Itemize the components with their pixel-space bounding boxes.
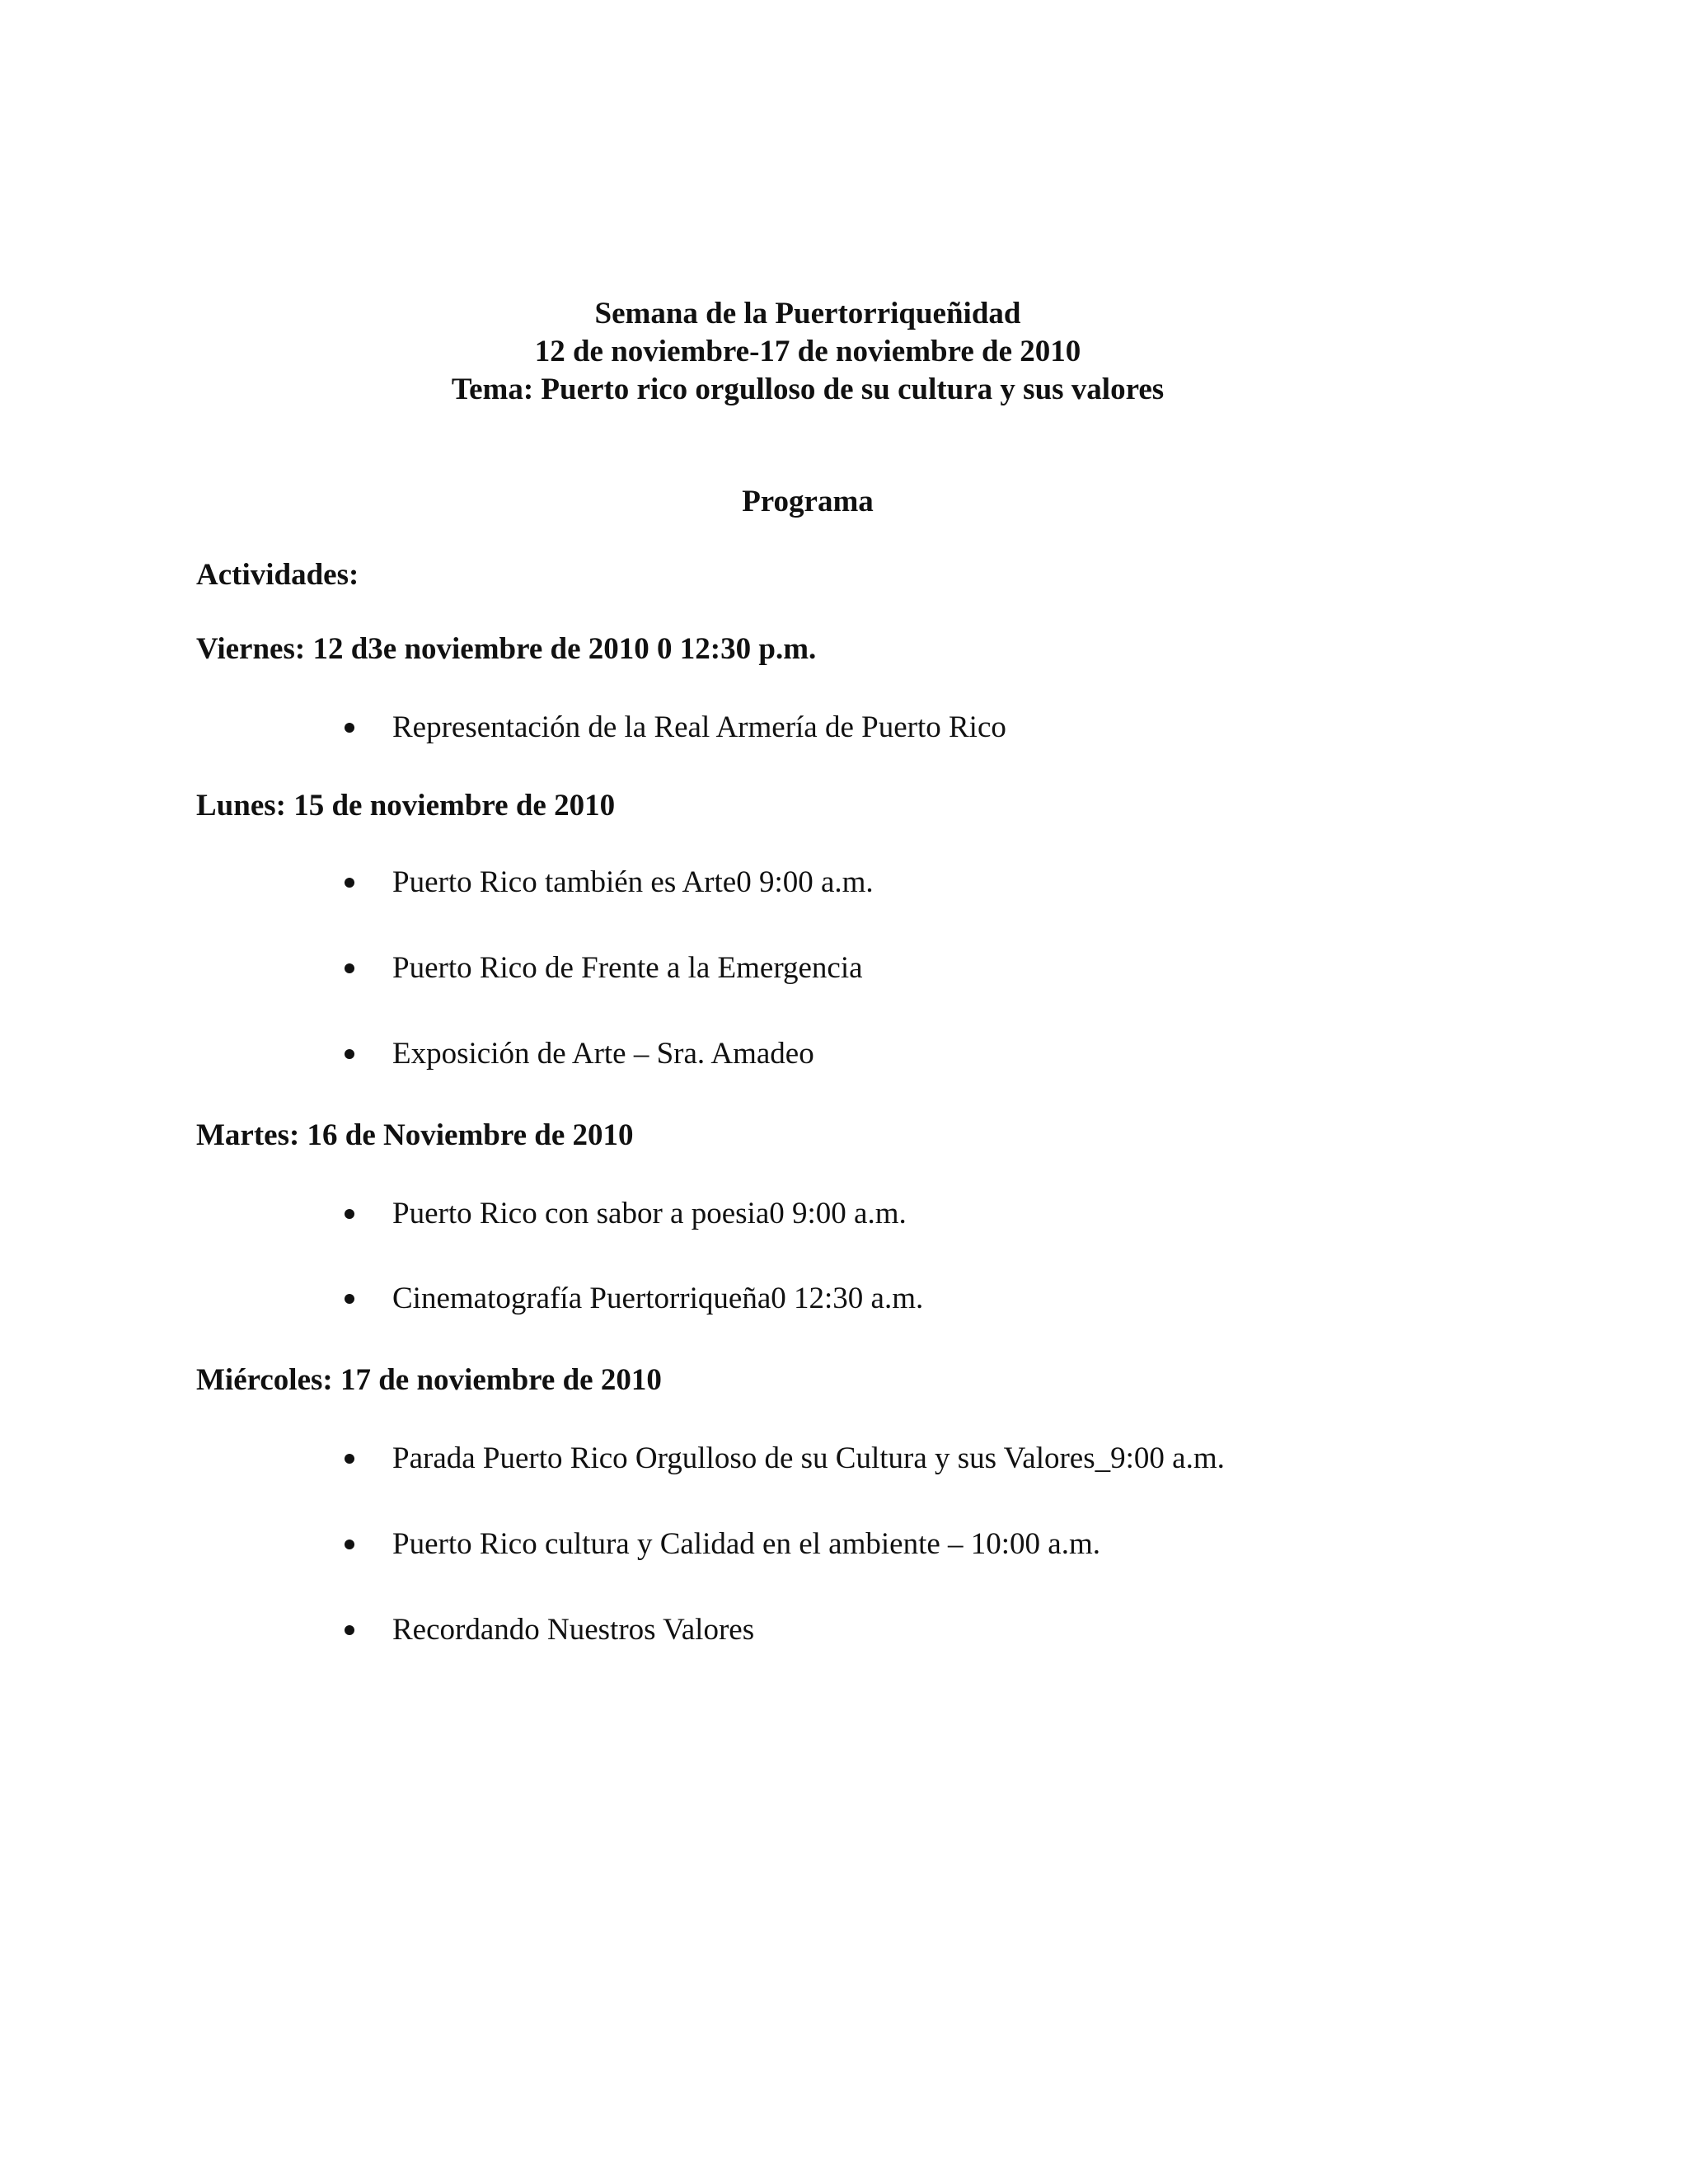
programa-heading: Programa	[742, 485, 874, 518]
list-item-text: Parada Puerto Rico Orgulloso de su Cultura y sus Valores_9:00 a.m.	[392, 1441, 1225, 1475]
list-item-text: Puerto Rico con sabor a poesia0 9:00 a.m.	[392, 1197, 907, 1230]
bullet-icon	[345, 1209, 354, 1219]
list-item-text: Puerto Rico de Frente a la Emergencia	[392, 951, 863, 985]
document-title-block	[0, 295, 1615, 409]
day-heading-miercoles: Miércoles: 17 de noviembre de 2010	[196, 1363, 662, 1397]
list-item	[345, 1526, 1100, 1563]
list-item	[345, 1195, 907, 1233]
document-theme: Tema: Puerto rico orgulloso de su cultura y sus valores	[451, 373, 1165, 406]
list-item-text: Representación de la Real Armería de Puerto Rico	[392, 710, 1006, 744]
list-item	[345, 1280, 923, 1318]
bullet-icon	[345, 1294, 354, 1304]
list-item-text: Puerto Rico cultura y Calidad en el ambiente – 10:00 a.m.	[392, 1527, 1101, 1561]
day-heading-viernes: Viernes: 12 d3e noviembre de 2010 0 12:30 p.m.	[196, 632, 817, 666]
list-item	[345, 1611, 754, 1649]
bullet-icon	[345, 1625, 354, 1635]
bullet-icon	[345, 963, 354, 973]
list-item-text: Recordando Nuestros Valores	[392, 1613, 755, 1647]
actividades-heading: Actividades:	[196, 558, 359, 592]
document-title: Semana de la Puertorriqueñidad	[594, 297, 1021, 330]
list-item	[345, 864, 874, 902]
list-item	[345, 949, 863, 987]
list-item-text: Cinematografía Puertorriqueña0 12:30 a.m.	[392, 1282, 924, 1315]
list-item	[345, 1440, 1225, 1478]
bullet-icon	[345, 1540, 354, 1549]
bullet-icon	[345, 1049, 354, 1059]
bullet-icon	[345, 1454, 354, 1464]
document-date-range: 12 de noviembre-17 de noviembre de 2010	[534, 335, 1081, 368]
bullet-icon	[345, 878, 354, 888]
bullet-icon	[345, 723, 354, 733]
list-item-text: Exposición de Arte – Sra. Amadeo	[392, 1037, 814, 1071]
list-item	[345, 1035, 814, 1073]
list-item	[345, 709, 1006, 747]
day-heading-lunes: Lunes: 15 de noviembre de 2010	[196, 789, 616, 823]
list-item-text: Puerto Rico también es Arte0 9:00 a.m.	[392, 865, 874, 899]
day-heading-martes: Martes: 16 de Noviembre de 2010	[196, 1118, 634, 1152]
